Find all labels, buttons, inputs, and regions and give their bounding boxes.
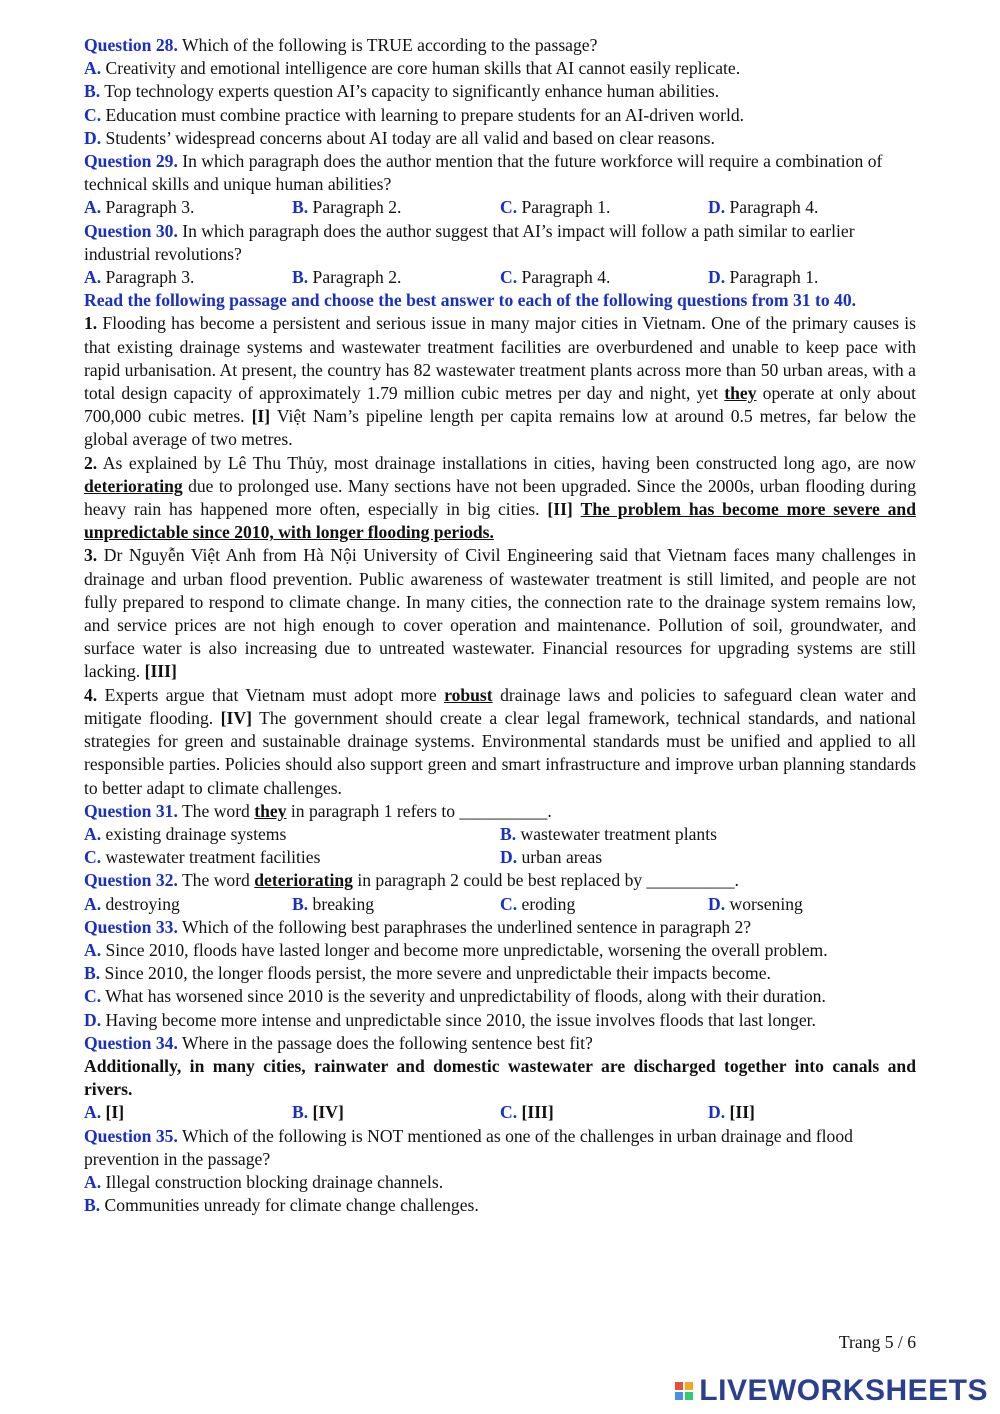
- key-word: they: [254, 800, 287, 821]
- question-text: Which of the following is NOT mentioned as one of the challenges in urban drainage and flood prevention in the passage?: [84, 1125, 853, 1169]
- option-letter: C.: [500, 197, 518, 218]
- paragraph-text: Flooding has become a persistent and serious issue in many major cities in Vietnam. One of the primary causes is that existing drainage systems and wastewater treatment facilities are overburdened and unable to keep pace with rapid urbanisation. At present, the country has 82 wastewater treatment plants across more than 50 urban areas, with a total design capacity of approximately 1.79 million cubic metres per day and night, yet: [84, 313, 916, 404]
- option-text: urban areas: [517, 847, 603, 868]
- option-text: eroding: [517, 893, 576, 914]
- liveworksheets-logo[interactable]: [675, 1374, 988, 1408]
- option-letter: B.: [292, 1102, 309, 1123]
- q30-option-a[interactable]: [84, 266, 292, 289]
- option-text: Creativity and emotional intelligence are core human skills that AI cannot easily replicate.: [101, 58, 741, 79]
- question-31: [84, 800, 916, 823]
- logo-square: [675, 1392, 683, 1400]
- option-letter: D.: [708, 893, 726, 914]
- q32-option-a[interactable]: [84, 893, 292, 916]
- option-text: Paragraph 3.: [101, 197, 195, 218]
- option-letter: B.: [292, 893, 309, 914]
- paragraph-text: The government should create a clear legal framework, technical standards, and national strategies for green and sustainable drainage systems. Environmental standards must be unified and applied to all responsible parties. Policies should also support green and smart infrastructure and improve urban planning standards to better adapt to climate challenges.: [84, 707, 916, 798]
- q31-options-row-1: [84, 823, 916, 846]
- option-text: Paragraph 4.: [725, 197, 819, 218]
- paragraph-text: As explained by Lê Thu Thủy, most drainage installations in cities, having been constructed long ago, are now: [97, 452, 916, 473]
- q34-options: [84, 1101, 916, 1124]
- logo-mark-icon: [675, 1382, 693, 1400]
- q34-option-a[interactable]: [84, 1101, 292, 1124]
- q30-option-d[interactable]: [708, 266, 916, 289]
- q32-options: [84, 893, 916, 916]
- question-text: Which of the following best paraphrases the underlined sentence in paragraph 2?: [177, 916, 752, 937]
- q28-option-b[interactable]: [84, 80, 916, 103]
- passage-paragraph-3: [84, 544, 916, 683]
- option-text: [II]: [725, 1102, 755, 1123]
- option-text: Paragraph 1.: [725, 267, 819, 288]
- passage-paragraph-2: [84, 452, 916, 545]
- option-text: Since 2010, floods have lasted longer and become more unpredictable, worsening the overall problem.: [101, 939, 828, 960]
- q33-option-d[interactable]: [84, 1009, 916, 1032]
- passage-paragraph-1: [84, 312, 916, 451]
- q35-option-b[interactable]: [84, 1194, 916, 1217]
- option-letter: C.: [84, 986, 102, 1007]
- q31-options-row-2: [84, 846, 916, 869]
- question-text: in paragraph 1 refers to __________.: [286, 800, 552, 821]
- insertion-marker: [I]: [251, 406, 271, 427]
- option-text: Education must combine practice with learning to prepare students for an AI-driven world.: [101, 104, 745, 125]
- option-text: Top technology experts question AI’s capacity to significantly enhance human abilities.: [100, 81, 720, 102]
- key-word: robust: [444, 684, 493, 705]
- option-letter: C.: [84, 847, 102, 868]
- insertion-marker: [III]: [144, 661, 177, 682]
- q33-option-a[interactable]: [84, 939, 916, 962]
- q29-option-d[interactable]: [708, 196, 916, 219]
- option-text: Paragraph 2.: [308, 267, 402, 288]
- q30-option-c[interactable]: [500, 266, 708, 289]
- option-letter: A.: [84, 58, 102, 79]
- question-text: Which of the following is TRUE according to the passage?: [177, 35, 598, 55]
- q32-option-b[interactable]: [292, 893, 500, 916]
- option-text: wastewater treatment plants: [516, 823, 717, 844]
- question-text: The word: [177, 800, 255, 821]
- option-text: existing drainage systems: [101, 823, 287, 844]
- logo-text: LIVEWORKSHEETS: [699, 1374, 988, 1407]
- q30-options: [84, 266, 916, 289]
- page-number: Trang 5 / 6: [838, 1332, 916, 1352]
- question-35: [84, 1125, 916, 1171]
- option-letter: D.: [84, 1009, 102, 1030]
- option-letter: D.: [708, 197, 726, 218]
- option-text: What has worsened since 2010 is the severity and unpredictability of floods, along with their duration.: [101, 986, 826, 1007]
- option-text: Having become more intense and unpredictable since 2010, the issue involves floods that last longer.: [101, 1009, 816, 1030]
- option-letter: D.: [500, 847, 518, 868]
- paragraph-number: 1.: [84, 313, 98, 334]
- option-text: worsening: [725, 893, 803, 914]
- paragraph-number: 3.: [84, 545, 98, 566]
- question-32: [84, 869, 916, 892]
- question-label: Question 29.: [84, 151, 178, 172]
- option-text: [I]: [101, 1102, 125, 1123]
- option-text: Students’ widespread concerns about AI today are all valid and based on clear reasons.: [101, 127, 715, 148]
- option-text: breaking: [308, 893, 375, 914]
- question-text: In which paragraph does the author mention that the future workforce will require a combination of technical skills and unique human abilities?: [84, 151, 883, 195]
- question-29: [84, 150, 916, 196]
- question-30: [84, 220, 916, 266]
- question-label: Question 32.: [84, 870, 178, 891]
- option-text: wastewater treatment facilities: [101, 847, 321, 868]
- q28-option-c[interactable]: [84, 104, 916, 127]
- question-28: [84, 34, 916, 57]
- q31-option-d[interactable]: [500, 846, 916, 869]
- question-text: Where in the passage does the following sentence best fit?: [177, 1032, 593, 1053]
- q33-option-b[interactable]: [84, 962, 916, 985]
- option-text: [III]: [517, 1102, 554, 1123]
- option-letter: D.: [84, 127, 102, 148]
- option-letter: B.: [84, 81, 101, 102]
- q29-option-c[interactable]: [500, 196, 708, 219]
- logo-square: [685, 1382, 693, 1390]
- q29-option-a[interactable]: [84, 196, 292, 219]
- option-letter: B.: [84, 963, 101, 984]
- q34-target-sentence: Additionally, in many cities, rainwater and domestic wastewater are discharged together into canals and rivers.: [84, 1055, 916, 1100]
- option-letter: B.: [292, 197, 309, 218]
- question-text: In which paragraph does the author suggest that AI’s impact will follow a path similar to earlier industrial revolutions?: [84, 220, 855, 264]
- q28-option-d[interactable]: [84, 127, 916, 150]
- insertion-marker: [IV]: [220, 707, 252, 728]
- question-label: Question 35.: [84, 1125, 178, 1146]
- question-34: [84, 1032, 916, 1055]
- option-text: Paragraph 4.: [517, 267, 611, 288]
- insertion-marker: [II]: [547, 499, 573, 520]
- option-text: Paragraph 1.: [517, 197, 611, 218]
- q34-option-c[interactable]: [500, 1101, 708, 1124]
- option-letter: A.: [84, 823, 102, 844]
- q32-option-c[interactable]: [500, 893, 708, 916]
- question-text: The word: [177, 870, 255, 891]
- reading-instruction: Read the following passage and choose the best answer to each of the following questions from 31 to 40.: [84, 290, 857, 311]
- option-text: destroying: [101, 893, 180, 914]
- q34-option-d[interactable]: [708, 1101, 916, 1124]
- paragraph-text: drainage laws and policies to safeguard clean water and mitigate flooding.: [84, 684, 916, 728]
- paragraph-text: Dr Nguyễn Việt Anh from Hà Nội University of Civil Engineering said that Vietnam faces many challenges in drainage and urban flood prevention. Public awareness of wastewater treatment is still limited, and people are not fully prepared to respond to climate change. In many cities, the connection rate to the drainage system remains low, and service prices are not high enough to cover operation and maintenance. Pollution of soil, groundwater, and surface water is also increasing due to untreated wastewater. Financial resources for upgrading systems are still lacking.: [84, 545, 916, 682]
- option-letter: A.: [84, 267, 102, 288]
- option-letter: B.: [500, 823, 517, 844]
- option-letter: C.: [500, 893, 518, 914]
- q28-option-a[interactable]: [84, 57, 916, 80]
- paragraph-text: due to prolonged use. Many sections have not been upgraded. Since the 2000s, urban flooding during heavy rain has happened more often, especially in big cities.: [84, 475, 916, 520]
- logo-square: [685, 1392, 693, 1400]
- question-label: Question 33.: [84, 916, 178, 937]
- option-text: Illegal construction blocking drainage channels.: [101, 1171, 444, 1192]
- option-letter: B.: [84, 1195, 101, 1216]
- option-text: Communities unready for climate change challenges.: [100, 1195, 479, 1216]
- option-letter: A.: [84, 197, 102, 218]
- paragraph-text: Experts argue that Vietnam must adopt more: [97, 684, 445, 705]
- key-word: they: [724, 383, 757, 404]
- paragraph-number: 2.: [84, 452, 98, 473]
- paragraph-text: operate at only about 700,000 cubic metres.: [84, 383, 916, 427]
- q31-option-c[interactable]: [84, 846, 500, 869]
- option-letter: A.: [84, 939, 102, 960]
- key-word: deteriorating: [254, 870, 353, 891]
- question-33: [84, 916, 916, 939]
- q29-option-b[interactable]: [292, 196, 500, 219]
- q30-option-b[interactable]: [292, 266, 500, 289]
- option-letter: D.: [708, 1102, 726, 1123]
- option-letter: A.: [84, 1102, 102, 1123]
- option-letter: A.: [84, 893, 102, 914]
- option-text: [IV]: [308, 1102, 344, 1123]
- option-letter: D.: [708, 267, 726, 288]
- q35-option-a[interactable]: [84, 1171, 916, 1194]
- q31-option-a[interactable]: [84, 823, 500, 846]
- question-label: Question 31.: [84, 800, 178, 821]
- question-label: Question 30.: [84, 220, 178, 241]
- option-letter: C.: [500, 1102, 518, 1123]
- q33-option-c[interactable]: [84, 985, 916, 1008]
- q34-option-b[interactable]: [292, 1101, 500, 1124]
- option-text: Paragraph 3.: [101, 267, 195, 288]
- paragraph-number: 4.: [84, 684, 98, 705]
- q31-option-b[interactable]: [500, 823, 916, 846]
- q29-options: [84, 196, 916, 219]
- passage-paragraph-4: [84, 684, 916, 800]
- option-text: Since 2010, the longer floods persist, the more severe and unpredictable their impacts become.: [100, 963, 771, 984]
- question-label: Question 28.: [84, 35, 178, 55]
- option-letter: A.: [84, 1171, 102, 1192]
- q32-option-d[interactable]: [708, 893, 916, 916]
- option-letter: C.: [500, 267, 518, 288]
- option-letter: B.: [292, 267, 309, 288]
- question-label: Question 34.: [84, 1032, 178, 1053]
- option-letter: C.: [84, 104, 102, 125]
- option-text: Paragraph 2.: [308, 197, 402, 218]
- worksheet-page: [84, 34, 916, 1217]
- key-word: deteriorating: [84, 475, 183, 496]
- logo-square: [675, 1382, 683, 1390]
- question-text: in paragraph 2 could be best replaced by __________.: [352, 870, 739, 891]
- underlined-sentence: The problem has become more severe and unpredictable since 2010, with longer flooding periods.: [84, 499, 916, 543]
- paragraph-text: Việt Nam’s pipeline length per capita remains low at around 0.5 metres, far below the global average of two metres.: [84, 406, 916, 450]
